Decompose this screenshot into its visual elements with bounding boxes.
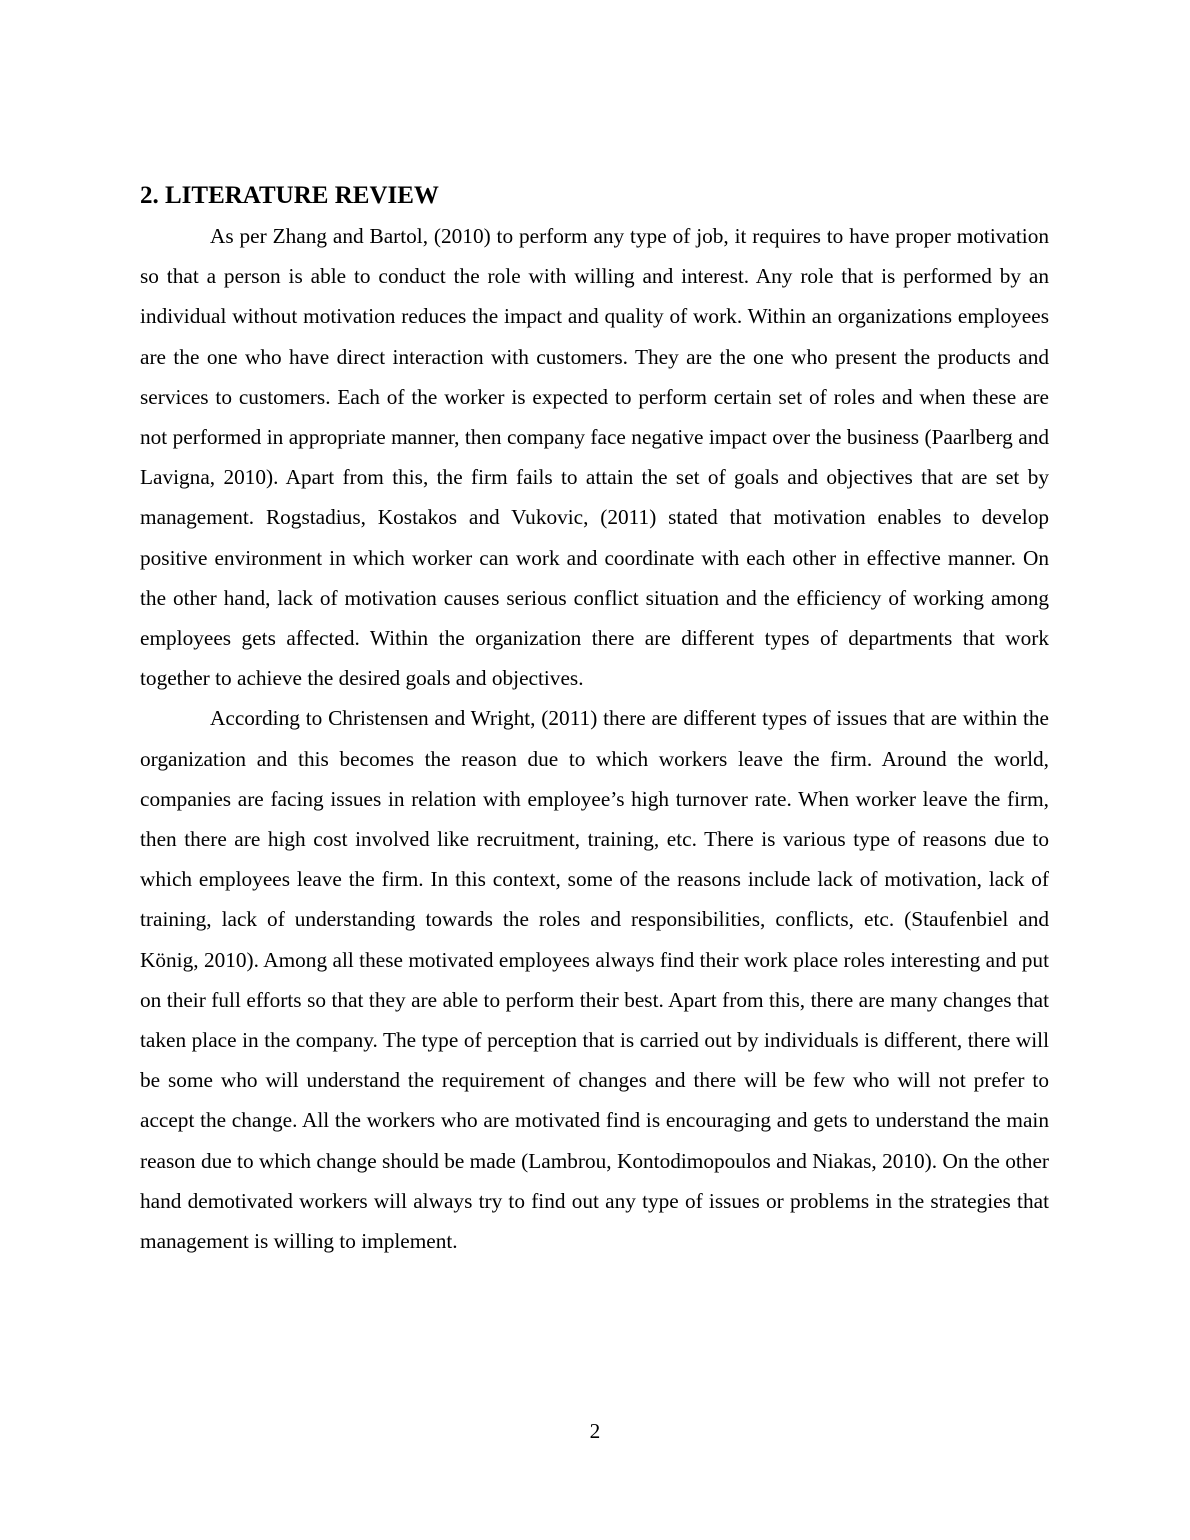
page-number: 2	[589, 1419, 601, 1443]
page-content	[140, 176, 1049, 1261]
paragraph-2: According to Christensen and Wright, (2011) there are different types of issues that are within the organization and this becomes the reason due to which workers leave the firm. Around the world, companies are facing issues in relation with employee’s high turnover rate. When worker leave the firm, then there are high cost involved like recruitment, training, etc. There is various type of reasons due to which employees leave the firm. In this context, some of the reasons include lack of motivation, lack of training, lack of understanding towards the roles and responsibilities, conflicts, etc. (Staufenbiel and König, 2010). Among all these motivated employees always find their work place roles interesting and put on their full efforts so that they are able to perform their best. Apart from this, there are many changes that taken place in the company. The type of perception that is carried out by individuals is different, there will be some who will understand the requirement of changes and there will be few who will not prefer to accept the change. All the workers who are motivated find is encouraging and gets to understand the main reason due to which change should be made (Lambrou, Kontodimopoulos and Niakas, 2010). On the other hand demotivated workers will always try to find out any type of issues or problems in the strategies that management is willing to implement.	[140, 706, 1049, 1254]
section-heading: 2. LITERATURE REVIEW	[140, 182, 439, 209]
paragraph-1: As per Zhang and Bartol, (2010) to perform any type of job, it requires to have proper motivation so that a person is able to conduct the role with willing and interest. Any role that is performed by an individual without motivation reduces the impact and quality of work. Within an organizations employees are the one who have direct interaction with customers. They are the one who present the products and services to customers. Each of the worker is expected to perform certain set of roles and when these are not performed in appropriate manner, then company face negative impact over the business (Paarlberg and Lavigna, 2010). Apart from this, the firm fails to attain the set of goals and objectives that are set by management. Rogstadius, Kostakos and Vukovic, (2011) stated that motivation enables to develop positive environment in which worker can work and coordinate with each other in effective manner. On the other hand, lack of motivation causes serious conflict situation and the efficiency of working among employees gets affected. Within the organization there are different types of departments that work together to achieve the desired goals and objectives.	[140, 224, 1049, 691]
